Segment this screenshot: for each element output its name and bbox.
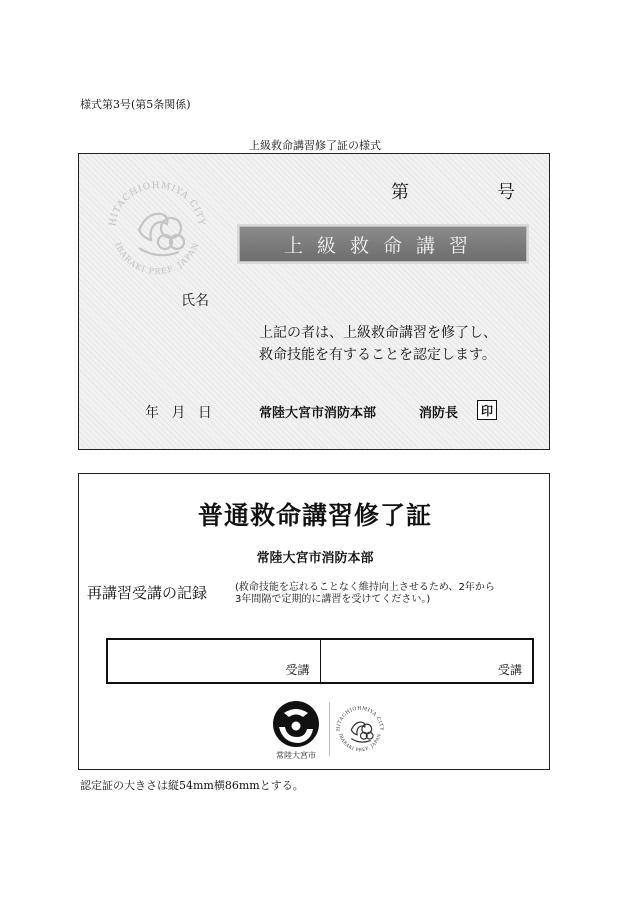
document-caption: 上級救命講習修了証の様式 xyxy=(249,139,381,152)
size-note: 認定証の大きさは縦54mm横86mmとする。 xyxy=(80,779,304,792)
course-banner: 上級救命講習 xyxy=(239,226,527,262)
retraining-note-line-2: 3年間隔で定期的に講習を受けてください。) xyxy=(235,594,431,605)
emblem-text-bottom: IBARAKI PREF. JAPAN xyxy=(113,240,201,277)
certificate-number-suffix: 号 xyxy=(497,182,515,203)
certification-line-2: 救命技能を有することを認定します。 xyxy=(259,347,496,363)
name-label: 氏名 xyxy=(181,293,209,309)
small-emblem-text-top: HITACHIOHMIYA CITY xyxy=(336,706,384,732)
svg-text:IBARAKI PREF. JAPAN xyxy=(113,241,201,276)
date-label: 年 月 日 xyxy=(145,405,212,421)
small-emblem-text-bottom: IBARAKI PREF. JAPAN xyxy=(337,733,383,754)
logo-divider xyxy=(329,702,330,756)
certification-text xyxy=(259,322,497,366)
official-seal-box: 印 xyxy=(477,400,497,420)
retraining-note xyxy=(235,582,547,606)
record-cell-label: 受講 xyxy=(285,663,310,677)
logo-caption: 常陸大宮市 xyxy=(276,751,316,760)
city-logo-icon xyxy=(267,699,325,761)
retraining-note-line-1: (救命技能を忘れることなく維持向上させるため、2年から xyxy=(235,582,495,593)
record-cell-1 xyxy=(108,640,320,682)
city-emblem-icon xyxy=(99,168,215,284)
certificate-back-card xyxy=(78,473,550,770)
issuing-department: 常陸大宮市消防本部 xyxy=(259,406,377,421)
form-number: 様式第3号(第5条関係) xyxy=(80,98,191,111)
record-cell-2 xyxy=(320,640,533,682)
fire-chief-title: 消防長 xyxy=(419,406,459,421)
retraining-record-box xyxy=(106,638,534,684)
svg-text:HITACHIOHMIYA CITY xyxy=(336,706,385,732)
city-emblem-small-icon xyxy=(332,700,388,756)
emblem-text-top: HITACHIOHMIYA CITY xyxy=(108,180,206,228)
svg-text:HITACHIOHMIYA CITY xyxy=(108,181,206,227)
certification-line-1: 上記の者は、上級救命講習を修了し、 xyxy=(259,325,497,341)
back-card-department: 常陸大宮市消防本部 xyxy=(256,551,374,566)
certificate-front-card xyxy=(78,153,550,450)
certificate-number-prefix: 第 xyxy=(391,182,409,203)
record-cell-label: 受講 xyxy=(497,663,522,677)
back-card-title: 普通救命講習修了証 xyxy=(197,501,432,530)
retraining-record-label: 再講習受講の記録 xyxy=(87,584,208,602)
